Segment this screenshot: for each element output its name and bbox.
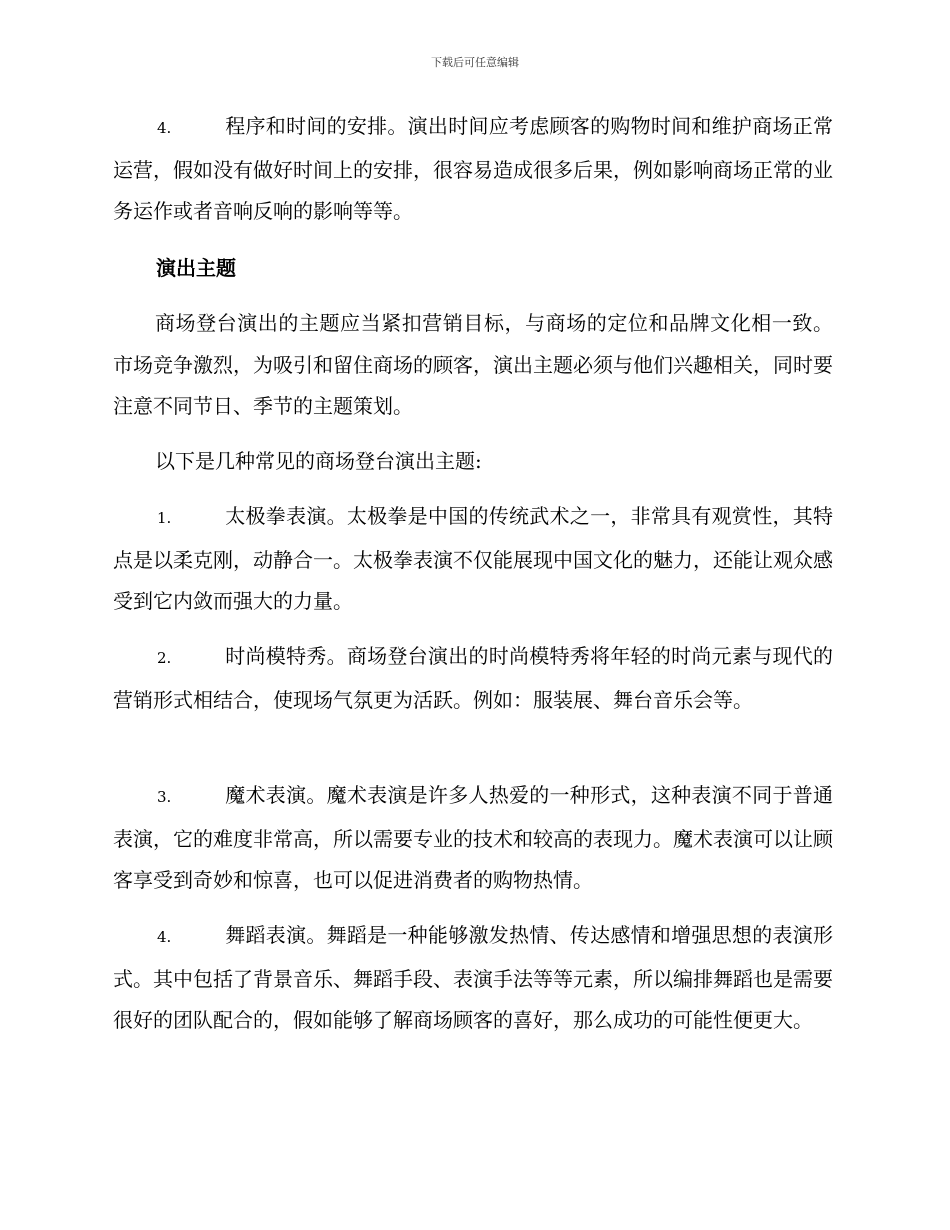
paragraph-theme-intro: 商场登台演出的主题应当紧扣营销目标，与商场的定位和品牌文化相一致。市场竞争激烈，为吸引和留住商场的顾客，演出主题必须与他们兴趣相关，同时要注意不同节日、季节的主题策划。 [113,311,833,418]
page-header: 下载后可任意编辑 [431,56,519,69]
list-item [113,775,833,902]
list-item-number: 4. [157,928,172,946]
list-item-text: 程序和时间的安排。演出时间应考虑顾客的购物时间和维护商场正常运营，假如没有做好时间上的安排，很容易造成很多后果，例如影响商场正常的业务运作或者音响反响的影响等等。 [113,114,833,223]
section-heading: 演出主题 [156,256,236,280]
list-item-text: 舞蹈表演。舞蹈是一种能够激发热情、传达感情和增强思想的表演形式。其中包括了背景音乐、舞蹈手段、表演手法等等元素，所以编排舞蹈也是需要很好的团队配合的，假如能够了解商场顾客的喜好，那么成功的可能性便更大。 [113,923,833,1032]
list-item-text: 时尚模特秀。商场登台演出的时尚模特秀将年轻的时尚元素与现代的营销形式相结合，使现场气氛更为活跃。例如：服装展、舞台音乐会等。 [113,644,833,712]
list-item-timing [113,106,833,233]
list-item-number: 4. [157,119,172,137]
paragraph-list-intro: 以下是几种常见的商场登台演出主题: [155,449,482,473]
list-item [113,636,833,721]
list-item-number: 1. [157,509,172,527]
list-item-text: 魔术表演。魔术表演是许多人热爱的一种形式，这种表演不同于普通表演，它的难度非常高，所以需要专业的技术和较高的表现力。魔术表演可以让顾客享受到奇妙和惊喜，也可以促进消费者的购物热情。 [113,783,833,892]
list-item-number: 3. [157,788,172,806]
list-item [113,496,833,623]
list-item-number: 2. [157,649,172,667]
list-item [113,915,833,1042]
list-item-text: 太极拳表演。太极拳是中国的传统武术之一，非常具有观赏性，其特点是以柔克刚，动静合一。太极拳表演不仅能展现中国文化的魅力，还能让观众感受到它内敛而强大的力量。 [113,504,833,613]
